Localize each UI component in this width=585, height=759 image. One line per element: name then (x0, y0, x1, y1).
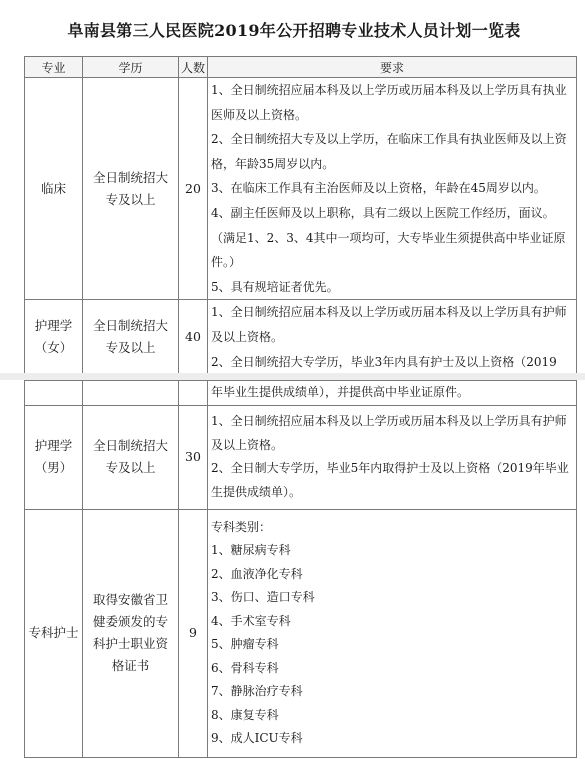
requirement-line: 1、全日制统招应届本科及以上学历或历届本科及以上学历具有护师及以上资格。 (211, 305, 567, 344)
major-cell: 专科护士 (25, 509, 83, 757)
header-major: 专业 (25, 57, 83, 78)
requirement-line: 5、肿瘤专科 (211, 637, 279, 651)
requirements-cell (208, 509, 577, 757)
education-cell (83, 509, 179, 757)
major-line: （女） (34, 340, 73, 356)
header-education: 学历 (83, 57, 179, 78)
recruitment-table-bottom (24, 380, 577, 758)
major-cell (25, 381, 83, 406)
table-row (25, 300, 577, 375)
requirements-cell (208, 300, 577, 375)
count-cell: 30 (179, 405, 208, 509)
count-cell: 20 (179, 78, 208, 300)
education-text: 全日制统招大专及以上 (92, 438, 168, 475)
requirement-line: 2、血液净化专科 (211, 566, 303, 581)
count-cell: 40 (179, 300, 208, 375)
requirement-line: 2、全日制统招大专学历，毕业3年内具有护士及以上资格（2019 (211, 354, 557, 369)
table-header-row (25, 57, 577, 78)
requirement-line: 6、骨科专科 (211, 660, 279, 675)
major-cell (25, 300, 83, 375)
major-line: 护理学 (34, 438, 73, 453)
page-break (0, 373, 585, 380)
requirements-cell: 年毕业生提供成绩单），并提供高中毕业证原件。 (208, 381, 577, 406)
requirement-line: 3、伤口、造口专科 (211, 590, 315, 604)
education-cell (83, 381, 179, 406)
table-row (25, 509, 577, 757)
header-count: 人数 (179, 57, 208, 78)
requirement-line: 1、全日制统招应届本科及以上学历或历届本科及以上学历具有护师及以上资格。 (211, 414, 567, 452)
requirement-line: 8、康复专科 (211, 707, 279, 722)
page-section-top (0, 0, 585, 373)
education-text: 全日制统招大专及以上 (92, 318, 168, 356)
requirement-line: 2、全日制统招大专及以上学历，在临床工作具有执业医师及以上资格，年龄35周岁以内。 (211, 132, 567, 171)
count-cell: 9 (179, 509, 208, 757)
document-title: 阜南县第三人民医院2019年公开招聘专业技术人员计划一览表 (67, 21, 521, 40)
page-section-bottom (0, 380, 585, 759)
header-requirements: 要求 (208, 57, 577, 78)
requirement-line: 4、手术室专科 (211, 613, 291, 628)
major-line: 护理学 (34, 318, 73, 334)
count-cell (179, 381, 208, 406)
major-line: （男） (34, 460, 73, 475)
table-row-continued (25, 381, 577, 406)
education-text: 取得安徽省卫健委颁发的专科护士职业资格证书 (92, 592, 168, 673)
education-cell (83, 405, 179, 509)
requirements-cell (208, 405, 577, 509)
requirement-line: 5、具有规培证者优先。 (211, 279, 339, 294)
major-cell: 临床 (25, 78, 83, 300)
major-cell (25, 405, 83, 509)
recruitment-table-top (24, 56, 577, 375)
requirement-line: 9、成人ICU专科 (211, 731, 303, 745)
education-cell (83, 300, 179, 375)
table-row (25, 78, 577, 300)
table-row (25, 405, 577, 509)
requirement-line: 3、在临床工作具有主治医师及以上资格，年龄在45周岁以内。 (211, 181, 546, 196)
education-cell (83, 78, 179, 300)
requirement-line: 7、静脉治疗专科 (211, 684, 303, 698)
requirement-line: 1、全日制统招应届本科及以上学历或历届本科及以上学历具有执业医师及以上资格。 (211, 83, 567, 122)
requirements-cell (208, 78, 577, 300)
requirement-line: 专科类别： (211, 519, 272, 534)
requirement-line: 4、副主任医师及以上职称，具有二级以上医院工作经历，面议。 (211, 205, 555, 220)
requirement-line: 1、糖尿病专科 (211, 543, 291, 557)
requirement-line: 2、全日制大专学历，毕业5年内取得护士及以上资格（2019年毕业生提供成绩单）。 (211, 461, 569, 499)
education-text: 全日制统招大专及以上 (92, 169, 168, 207)
requirement-line: （满足1、2、3、4其中一项均可，大专毕业生须提供高中毕业证原件。） (211, 230, 566, 270)
